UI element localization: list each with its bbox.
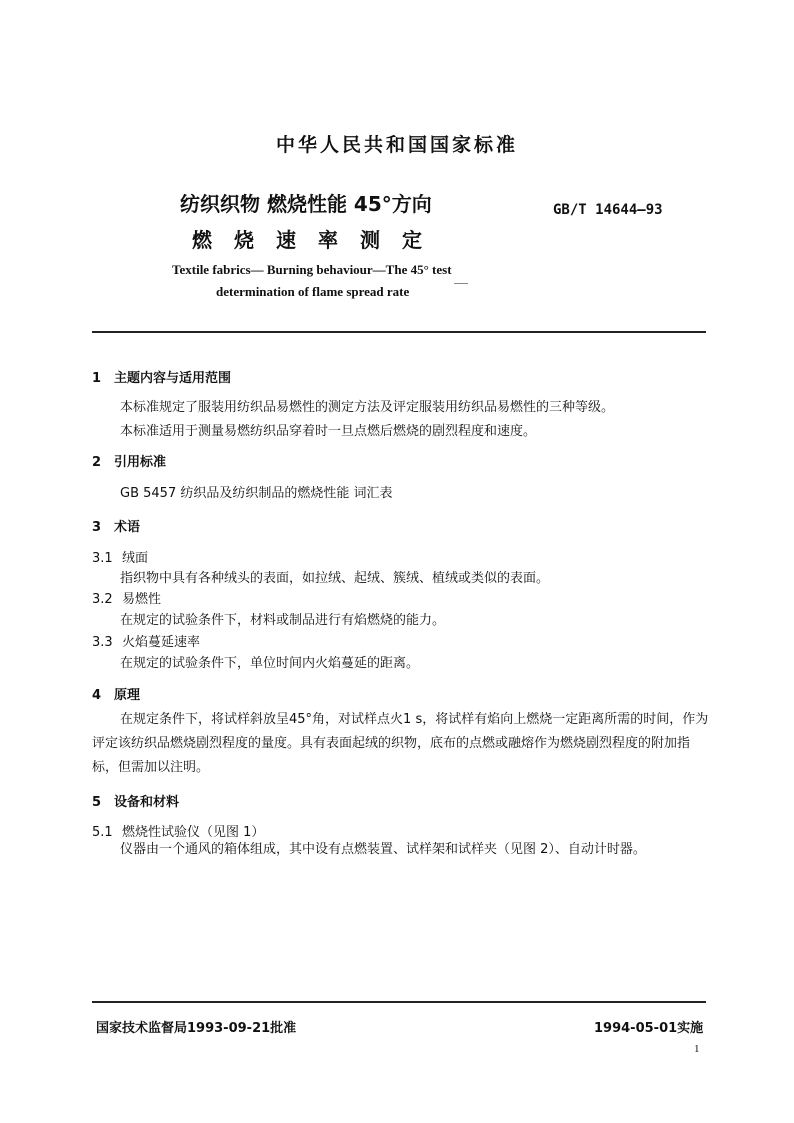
section-number: 5 (92, 795, 102, 810)
title-line-2: 燃烧速率测定 (192, 228, 444, 252)
section-title: 术语 (114, 520, 141, 535)
term-3-3-heading (92, 631, 200, 650)
section-number: 3 (92, 520, 102, 535)
section-3-heading (92, 516, 140, 535)
section-title: 主题内容与适用范围 (114, 371, 232, 386)
term-number: 3.2 (92, 592, 113, 607)
english-title-line-2: determination of flame spread rate (216, 284, 410, 299)
section-number: 4 (92, 688, 102, 703)
header-divider (92, 331, 706, 333)
section-number: 1 (92, 371, 102, 386)
section-title: 原理 (114, 688, 141, 703)
section-title: 设备和材料 (114, 795, 180, 810)
english-title-line-1: Textile fabrics— Burning behaviour—The 45° test (172, 262, 452, 277)
term-number: 3.1 (92, 551, 113, 566)
term-3-1-definition: 指织物中具有各种绒头的表面，如拉绒、起绒、簇绒、植绒或类似的表面。 (120, 571, 550, 586)
title-line-1: 纺织织物 燃烧性能 45°方向 (180, 192, 432, 216)
term-title: 易燃性 (122, 592, 162, 607)
clause-number: 5.1 (92, 825, 113, 840)
term-3-1-heading (92, 547, 148, 566)
section-5-heading (92, 791, 179, 810)
section-2-heading (92, 451, 166, 470)
term-3-2-definition: 在规定的试验条件下，材料或制品进行有焰燃烧的能力。 (120, 613, 446, 628)
clause-5-1-text: 仪器由一个通风的箱体组成，其中设有点燃装置、试样架和试样夹（见图 2）、自动计时器。 (120, 842, 646, 857)
footer-divider (92, 1001, 706, 1003)
section-1-paragraph-2: 本标准适用于测量易燃纺织品穿着时一旦点燃后燃烧的剧烈程度和速度。 (120, 424, 537, 439)
section-1-heading (92, 367, 231, 386)
page-number: 1 (694, 1043, 700, 1055)
term-title: 绒面 (122, 551, 149, 566)
section-number: 2 (92, 455, 102, 470)
section-4-paragraph: 在规定条件下，将试样斜放呈45°角，对试样点火1 s，将试样有焰向上燃烧一定距离所需的时间，作为评定该纺织品燃烧剧烈程度的量度。具有表面起绒的织物，底布的点燃或融熔作为燃烧剧烈程度的附加指标，但需加以注明。 (92, 712, 709, 775)
section-4-heading (92, 684, 140, 703)
section-title: 引用标准 (114, 455, 167, 470)
standard-code: GB/T 14644—93 (553, 202, 663, 218)
term-title: 火焰蔓延速率 (122, 635, 201, 650)
term-number: 3.3 (92, 635, 113, 650)
clause-title: 燃烧性试验仪（见图 1） (122, 825, 265, 840)
approval-date: 国家技术监督局1993-09-21批准 (96, 1021, 297, 1036)
term-3-3-definition: 在规定的试验条件下，单位时间内火焰蔓延的距离。 (120, 656, 420, 671)
national-standard-heading: 中华人民共和国国家标准 (275, 134, 518, 156)
term-3-2-heading (92, 588, 161, 607)
section-2-reference: GB 5457 纺织品及纺织制品的燃烧性能 词汇表 (120, 486, 393, 501)
implementation-date: 1994-05-01实施 (594, 1021, 704, 1036)
scan-mark (454, 283, 468, 284)
section-1-paragraph-1: 本标准规定了服装用纺织品易燃性的测定方法及评定服装用纺织品易燃性的三种等级。 (120, 400, 615, 415)
